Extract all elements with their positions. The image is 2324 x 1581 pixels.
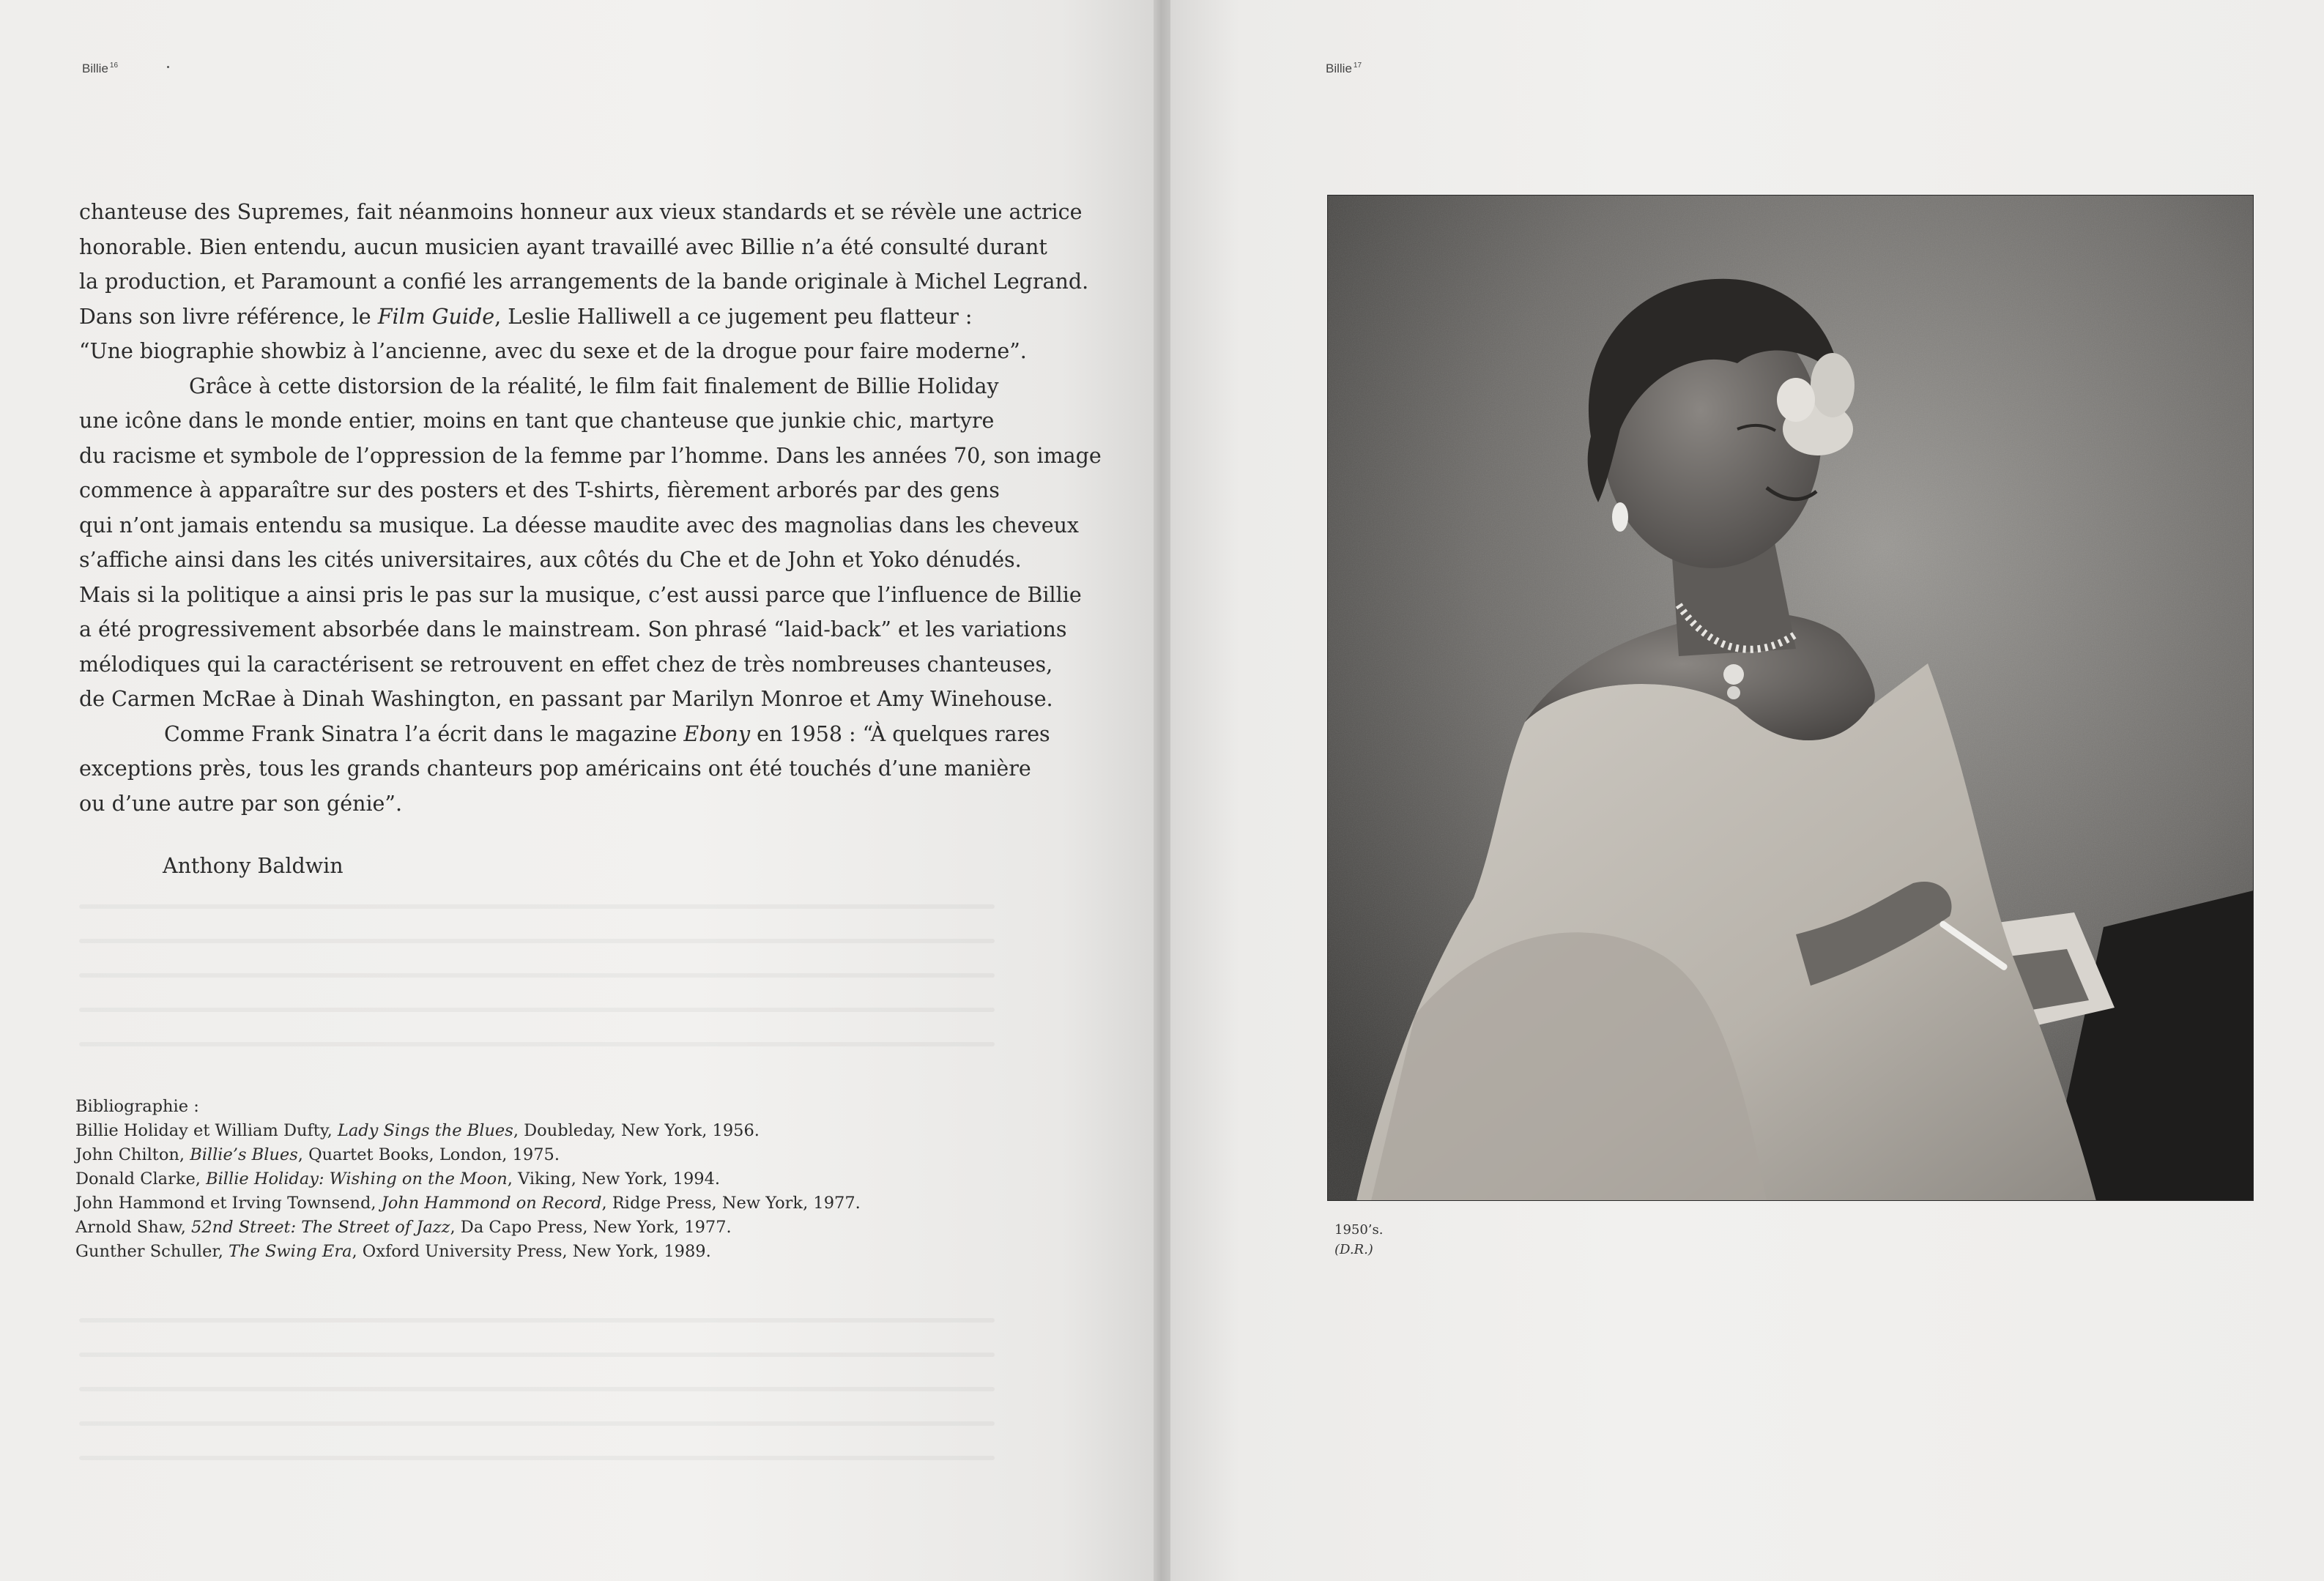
show-through (79, 1421, 995, 1426)
entry-title: 52nd Street: The Street of Jazz (191, 1218, 450, 1237)
entry-publisher: , Da Capo Press, New York, 1977. (450, 1218, 732, 1237)
text-run: Dans son livre référence, le (79, 304, 378, 329)
portrait-photograph (1327, 195, 2254, 1201)
entry-publisher: , Ridge Press, New York, 1977. (601, 1194, 861, 1213)
text-line (79, 717, 1050, 752)
photo-caption (1334, 1220, 1384, 1260)
text-line: a été progressivement absorbée dans le mainstream. Son phrasé “laid-back” et les variations (79, 617, 1067, 641)
text-line: une icône dans le monde entier, moins en tant que chanteuse que junkie chic, martyre (79, 409, 995, 433)
entry-author: Arnold Shaw, (75, 1218, 192, 1237)
text-run: Comme Frank Sinatra l’a écrit dans le magazine (164, 721, 684, 746)
show-through (79, 1008, 995, 1012)
caption-credit: (D.R.) (1334, 1242, 1373, 1257)
folio-left: 16 (109, 62, 119, 70)
entry-author: John Chilton, (75, 1145, 190, 1164)
photo-illustration (1327, 195, 2254, 1201)
bibliography-entry (75, 1191, 991, 1216)
caption-date: 1950’s. (1334, 1222, 1384, 1238)
running-head-title: Billie (82, 62, 108, 75)
text-line: la production, et Paramount a confié les arrangements de la bande originale à Michel Legrand. (79, 269, 1089, 294)
entry-title: The Swing Era (229, 1242, 352, 1261)
entry-title: John Hammond on Record (381, 1194, 602, 1213)
show-through (79, 904, 995, 909)
show-through (79, 1042, 995, 1046)
entry-author: John Hammond et Irving Townsend, (75, 1194, 382, 1213)
bibliography-heading: Bibliographie : (75, 1097, 199, 1116)
show-through (79, 1318, 995, 1323)
entry-author: Billie Holiday et William Dufty, (75, 1121, 338, 1140)
entry-author: Gunther Schuller, (75, 1242, 229, 1261)
entry-publisher: , Oxford University Press, New York, 1989. (352, 1242, 711, 1261)
text-line: honorable. Bien entendu, aucun musicien ayant travaillé avec Billie n’a été consulté durant (79, 234, 1047, 259)
book-title-film-guide: Film Guide (377, 304, 495, 329)
bibliography-entry (75, 1143, 991, 1167)
running-head-left (82, 62, 118, 76)
bibliography-entry (75, 1216, 991, 1240)
entry-title: Billie’s Blues (190, 1145, 298, 1164)
text-run: , Leslie Halliwell a ce jugement peu flatteur : (494, 304, 973, 329)
text-line: commence à apparaître sur des posters et des T-shirts, fièrement arborés par des gens (79, 478, 1000, 502)
text-line: “Une biographie showbiz à l’ancienne, avec du sexe et de la drogue pour faire moderne”. (79, 339, 1027, 363)
text-line: du racisme et symbole de l’oppression de la femme par l’homme. Dans les années 70, son image (79, 443, 1102, 468)
show-through (79, 939, 995, 943)
entry-title: Billie Holiday: Wishing on the Moon (206, 1169, 508, 1188)
entry-publisher: , Doubleday, New York, 1956. (513, 1121, 760, 1140)
article-body (79, 195, 1102, 821)
text-line: Mais si la politique a ainsi pris le pas sur la musique, c’est aussi parce que l’influence de Billie (79, 582, 1082, 607)
text-line: s’affiche ainsi dans les cités universitaires, aux côtés du Che et de John et Yoko dénudés. (79, 548, 1022, 572)
text-run: en 1958 : “À quelques rares (750, 721, 1050, 746)
show-through (79, 1353, 995, 1357)
folio-right: 17 (1353, 62, 1362, 70)
text-line: qui n’ont jamais entendu sa musique. La déesse maudite avec des magnolias dans les cheveux (79, 513, 1080, 537)
entry-title: Lady Sings the Blues (337, 1121, 513, 1140)
running-head-right (1326, 62, 1362, 76)
entry-publisher: , Quartet Books, London, 1975. (297, 1145, 560, 1164)
text-line (79, 300, 1024, 335)
show-through (79, 973, 995, 978)
show-through (79, 1387, 995, 1391)
text-line: ou d’une autre par son génie”. (79, 791, 403, 816)
entry-author: Donald Clarke, (75, 1169, 207, 1188)
bibliography-entry (75, 1119, 991, 1143)
text-line: Grâce à cette distorsion de la réalité, le film fait finalement de Billie Holiday (189, 373, 999, 398)
bibliography-entry (75, 1240, 991, 1264)
entry-publisher: , Viking, New York, 1994. (507, 1169, 721, 1188)
author-signature: Anthony Baldwin (163, 854, 344, 878)
bibliography (75, 1095, 991, 1264)
ink-speck (167, 66, 169, 68)
bibliography-entry (75, 1167, 991, 1191)
show-through (79, 1456, 995, 1460)
magazine-title-ebony: Ebony (683, 721, 751, 746)
text-line: de Carmen McRae à Dinah Washington, en passant par Marilyn Monroe et Amy Winehouse. (79, 687, 1053, 711)
text-line: mélodiques qui la caractérisent se retrouvent en effet chez de très nombreuses chanteuses, (79, 652, 1053, 677)
book-gutter (1154, 0, 1170, 1581)
running-head-title: Billie (1326, 62, 1352, 75)
text-line: chanteuse des Supremes, fait néanmoins honneur aux vieux standards et se révèle une actrice (79, 200, 1083, 224)
earring (1612, 502, 1628, 532)
left-page (0, 0, 1154, 1581)
text-line: exceptions près, tous les grands chanteurs pop américains ont été touchés d’une manière (79, 756, 1031, 781)
